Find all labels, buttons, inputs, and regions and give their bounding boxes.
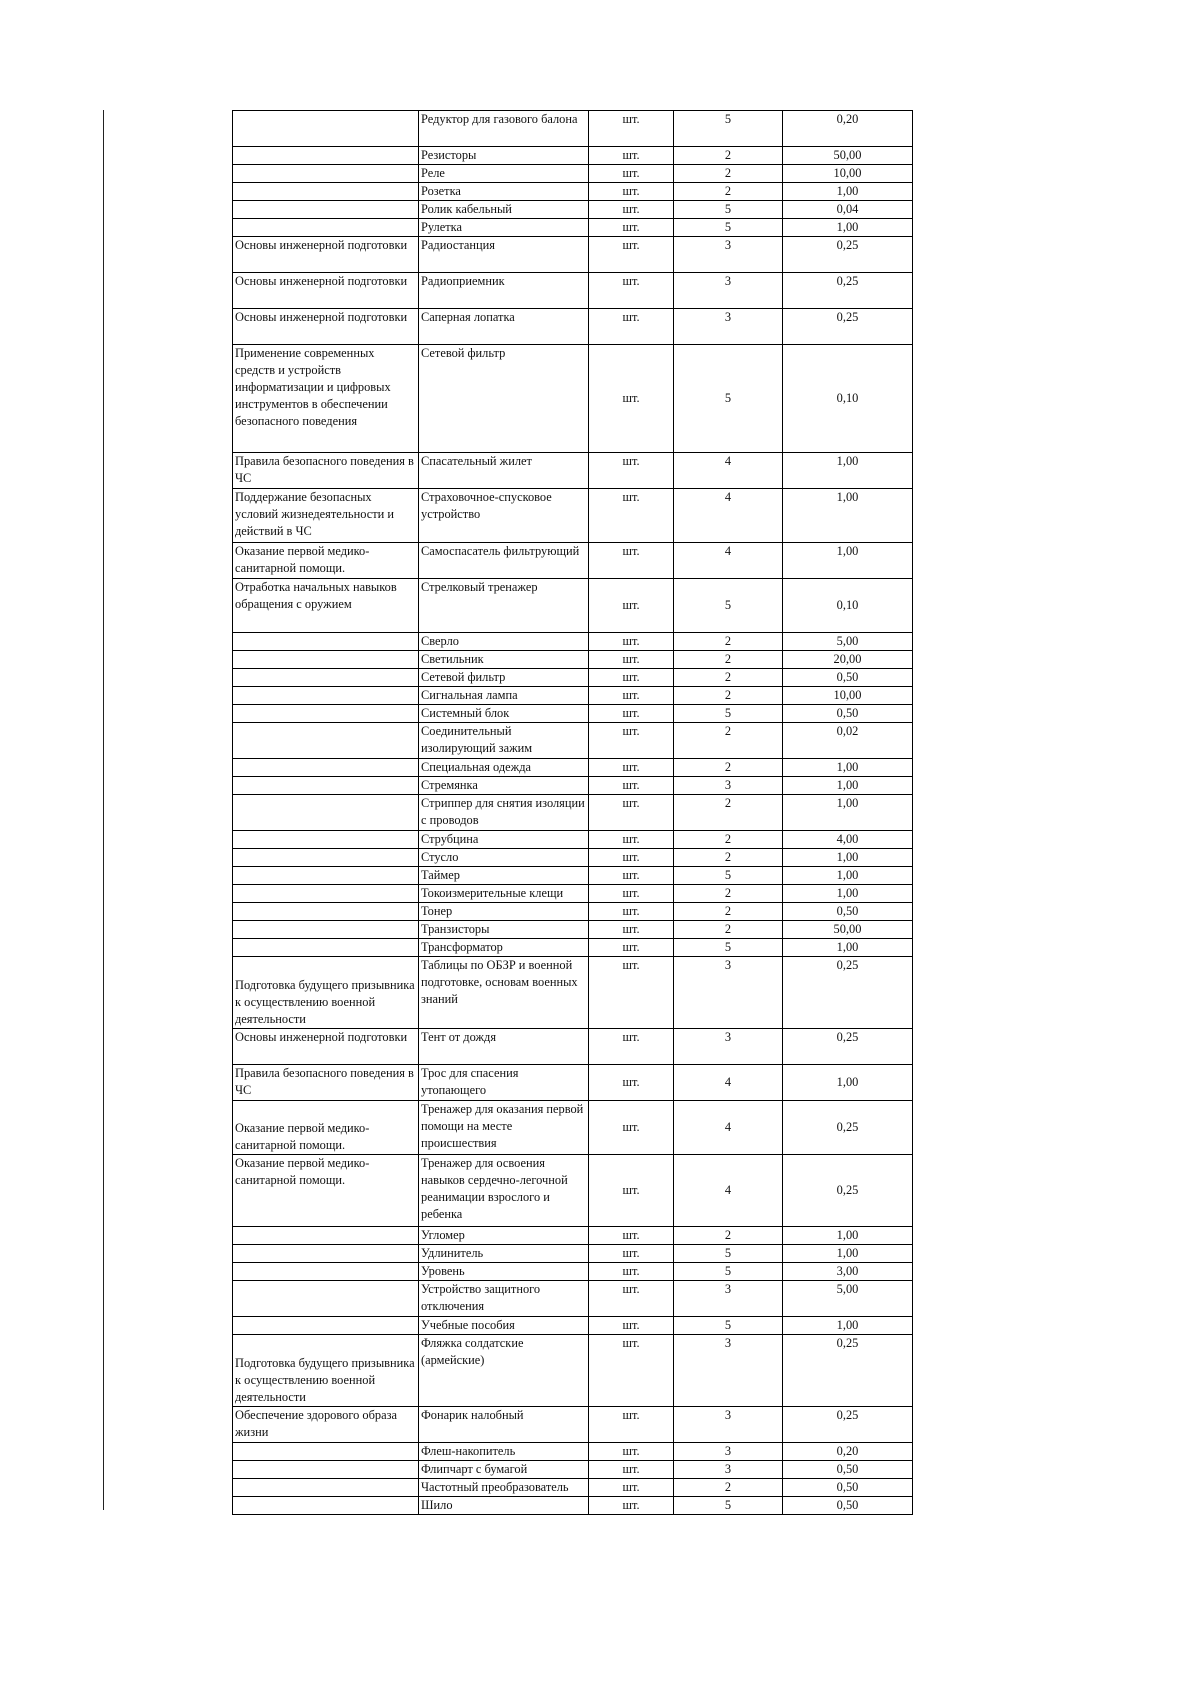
coef-cell: 0,20 [783, 111, 913, 147]
section-cell [233, 651, 419, 669]
unit-cell: шт. [589, 345, 674, 453]
unit-cell: шт. [589, 165, 674, 183]
table-row [233, 777, 913, 795]
unit-cell: шт. [589, 957, 674, 1029]
section-cell: Основы инженерной подготовки [233, 273, 419, 309]
qty-cell: 5 [674, 1263, 783, 1281]
section-cell [233, 219, 419, 237]
unit-cell: шт. [589, 111, 674, 147]
coef-cell: 1,00 [783, 867, 913, 885]
coef-cell: 1,00 [783, 849, 913, 867]
unit-cell: шт. [589, 723, 674, 759]
coef-cell: 1,00 [783, 759, 913, 777]
coef-cell: 10,00 [783, 165, 913, 183]
qty-cell: 3 [674, 1281, 783, 1317]
qty-cell: 5 [674, 345, 783, 453]
qty-cell: 5 [674, 705, 783, 723]
table-row [233, 723, 913, 759]
coef-cell: 0,50 [783, 1461, 913, 1479]
section-cell: Основы инженерной подготовки [233, 237, 419, 273]
item-cell: Шило [419, 1497, 589, 1515]
unit-cell: шт. [589, 1263, 674, 1281]
table-row [233, 903, 913, 921]
section-cell: Оказание первой медико-санитарной помощи. [233, 543, 419, 579]
table-row [233, 885, 913, 903]
section-cell: Обеспечение здорового образа жизни [233, 1407, 419, 1443]
qty-cell: 3 [674, 237, 783, 273]
section-cell [233, 885, 419, 903]
coef-cell: 1,00 [783, 939, 913, 957]
section-cell [233, 1443, 419, 1461]
qty-cell: 2 [674, 759, 783, 777]
item-cell: Саперная лопатка [419, 309, 589, 345]
coef-cell: 0,02 [783, 723, 913, 759]
table-row [233, 831, 913, 849]
table-row [233, 651, 913, 669]
table-row [233, 1407, 913, 1443]
unit-cell: шт. [589, 273, 674, 309]
table-row [233, 309, 913, 345]
item-cell: Реле [419, 165, 589, 183]
coef-cell: 3,00 [783, 1263, 913, 1281]
coef-cell: 1,00 [783, 1227, 913, 1245]
unit-cell: шт. [589, 219, 674, 237]
coef-cell: 0,25 [783, 1335, 913, 1407]
qty-cell: 5 [674, 939, 783, 957]
unit-cell: шт. [589, 1335, 674, 1407]
item-cell: Транзисторы [419, 921, 589, 939]
table-row [233, 1245, 913, 1263]
table-row [233, 219, 913, 237]
unit-cell: шт. [589, 309, 674, 345]
section-cell [233, 1461, 419, 1479]
item-cell: Стремянка [419, 777, 589, 795]
table-row [233, 579, 913, 633]
coef-cell: 1,00 [783, 489, 913, 543]
table-row [233, 543, 913, 579]
unit-cell: шт. [589, 543, 674, 579]
table-row [233, 939, 913, 957]
item-cell: Трансформатор [419, 939, 589, 957]
qty-cell: 3 [674, 1029, 783, 1065]
coef-cell: 4,00 [783, 831, 913, 849]
coef-cell: 0,25 [783, 237, 913, 273]
section-cell: Поддержание безопасных условий жизнедеятельности и действий в ЧС [233, 489, 419, 543]
qty-cell: 5 [674, 219, 783, 237]
unit-cell: шт. [589, 849, 674, 867]
item-cell: Токоизмерительные клещи [419, 885, 589, 903]
section-cell [233, 669, 419, 687]
item-cell: Стрелковый тренажер [419, 579, 589, 633]
section-cell: Подготовка будущего призывника к осуществлению военной деятельности [233, 957, 419, 1029]
item-cell: Сетевой фильтр [419, 669, 589, 687]
coef-cell: 10,00 [783, 687, 913, 705]
table-row [233, 345, 913, 453]
item-cell: Уровень [419, 1263, 589, 1281]
qty-cell: 2 [674, 669, 783, 687]
equipment-table-body [233, 111, 913, 1515]
unit-cell: шт. [589, 147, 674, 165]
coef-cell: 0,50 [783, 669, 913, 687]
section-cell [233, 165, 419, 183]
qty-cell: 2 [674, 723, 783, 759]
coef-cell: 0,50 [783, 903, 913, 921]
coef-cell: 5,00 [783, 633, 913, 651]
unit-cell: шт. [589, 867, 674, 885]
coef-cell: 0,25 [783, 273, 913, 309]
unit-cell: шт. [589, 1443, 674, 1461]
section-cell [233, 759, 419, 777]
table-row [233, 1443, 913, 1461]
item-cell: Фонарик налобный [419, 1407, 589, 1443]
coef-cell: 0,25 [783, 1155, 913, 1227]
table-row [233, 1065, 913, 1101]
table-row [233, 759, 913, 777]
item-cell: Стриппер для снятия изоляции с проводов [419, 795, 589, 831]
unit-cell: шт. [589, 1461, 674, 1479]
section-cell [233, 939, 419, 957]
section-cell [233, 777, 419, 795]
item-cell: Устройство защитного отключения [419, 1281, 589, 1317]
section-cell [233, 795, 419, 831]
coef-cell: 20,00 [783, 651, 913, 669]
qty-cell: 2 [674, 1479, 783, 1497]
coef-cell: 0,25 [783, 1029, 913, 1065]
qty-cell: 4 [674, 1101, 783, 1155]
item-cell: Стусло [419, 849, 589, 867]
unit-cell: шт. [589, 1245, 674, 1263]
coef-cell: 0,25 [783, 309, 913, 345]
table-row [233, 165, 913, 183]
qty-cell: 2 [674, 795, 783, 831]
unit-cell: шт. [589, 183, 674, 201]
item-cell: Ролик кабельный [419, 201, 589, 219]
item-cell: Тренажер для освоения навыков сердечно-легочной реанимации взрослого и ребенка [419, 1155, 589, 1227]
item-cell: Специальная одежда [419, 759, 589, 777]
section-cell [233, 867, 419, 885]
table-row [233, 453, 913, 489]
qty-cell: 5 [674, 201, 783, 219]
qty-cell: 2 [674, 633, 783, 651]
table-row [233, 633, 913, 651]
item-cell: Флипчарт с бумагой [419, 1461, 589, 1479]
item-cell: Частотный преобразователь [419, 1479, 589, 1497]
table-row [233, 1227, 913, 1245]
unit-cell: шт. [589, 903, 674, 921]
qty-cell: 5 [674, 867, 783, 885]
unit-cell: шт. [589, 453, 674, 489]
qty-cell: 2 [674, 885, 783, 903]
coef-cell: 0,04 [783, 201, 913, 219]
unit-cell: шт. [589, 1479, 674, 1497]
coef-cell: 50,00 [783, 147, 913, 165]
coef-cell: 1,00 [783, 795, 913, 831]
item-cell: Сигнальная лампа [419, 687, 589, 705]
section-cell: Правила безопасного поведения в ЧС [233, 453, 419, 489]
item-cell: Радиостанция [419, 237, 589, 273]
section-cell [233, 921, 419, 939]
qty-cell: 4 [674, 453, 783, 489]
unit-cell: шт. [589, 1407, 674, 1443]
table-row [233, 201, 913, 219]
section-cell: Подготовка будущего призывника к осуществлению военной деятельности [233, 1335, 419, 1407]
qty-cell: 3 [674, 273, 783, 309]
table-row [233, 669, 913, 687]
coef-cell: 1,00 [783, 183, 913, 201]
unit-cell: шт. [589, 489, 674, 543]
unit-cell: шт. [589, 1155, 674, 1227]
table-row [233, 921, 913, 939]
section-cell [233, 111, 419, 147]
coef-cell: 0,10 [783, 579, 913, 633]
table-row [233, 1263, 913, 1281]
unit-cell: шт. [589, 1281, 674, 1317]
item-cell: Флеш-накопитель [419, 1443, 589, 1461]
coef-cell: 0,25 [783, 957, 913, 1029]
qty-cell: 4 [674, 1065, 783, 1101]
unit-cell: шт. [589, 1065, 674, 1101]
qty-cell: 2 [674, 687, 783, 705]
unit-cell: шт. [589, 1101, 674, 1155]
table-row [233, 147, 913, 165]
unit-cell: шт. [589, 777, 674, 795]
item-cell: Угломер [419, 1227, 589, 1245]
unit-cell: шт. [589, 795, 674, 831]
coef-cell: 1,00 [783, 219, 913, 237]
section-cell [233, 903, 419, 921]
section-cell [233, 1245, 419, 1263]
qty-cell: 2 [674, 165, 783, 183]
coef-cell: 50,00 [783, 921, 913, 939]
table-row [233, 1461, 913, 1479]
qty-cell: 5 [674, 1497, 783, 1515]
section-cell [233, 1317, 419, 1335]
item-cell: Редуктор для газового балона [419, 111, 589, 147]
unit-cell: шт. [589, 687, 674, 705]
unit-cell: шт. [589, 705, 674, 723]
section-cell [233, 1497, 419, 1515]
qty-cell: 2 [674, 651, 783, 669]
section-cell [233, 723, 419, 759]
qty-cell: 4 [674, 489, 783, 543]
item-cell: Фляжка солдатские (армейские) [419, 1335, 589, 1407]
coef-cell: 1,00 [783, 885, 913, 903]
item-cell: Системный блок [419, 705, 589, 723]
section-cell [233, 1263, 419, 1281]
qty-cell: 3 [674, 777, 783, 795]
item-cell: Трос для спасения утопающего [419, 1065, 589, 1101]
item-cell: Резисторы [419, 147, 589, 165]
item-cell: Рулетка [419, 219, 589, 237]
left-margin-rule [103, 110, 104, 1510]
qty-cell: 2 [674, 921, 783, 939]
unit-cell: шт. [589, 1317, 674, 1335]
section-cell [233, 687, 419, 705]
item-cell: Тент от дождя [419, 1029, 589, 1065]
qty-cell: 4 [674, 543, 783, 579]
table-row [233, 1479, 913, 1497]
table-row [233, 867, 913, 885]
item-cell: Учебные пособия [419, 1317, 589, 1335]
section-cell: Применение современных средств и устройств информатизации и цифровых инструментов в обеспечении безопасного поведения [233, 345, 419, 453]
section-cell: Правила безопасного поведения в ЧС [233, 1065, 419, 1101]
coef-cell: 1,00 [783, 1065, 913, 1101]
table-row [233, 273, 913, 309]
table-row [233, 1497, 913, 1515]
coef-cell: 0,50 [783, 1497, 913, 1515]
section-cell: Основы инженерной подготовки [233, 309, 419, 345]
unit-cell: шт. [589, 579, 674, 633]
item-cell: Струбцина [419, 831, 589, 849]
table-row [233, 957, 913, 1029]
qty-cell: 2 [674, 1227, 783, 1245]
qty-cell: 4 [674, 1155, 783, 1227]
item-cell: Тонер [419, 903, 589, 921]
table-row [233, 1029, 913, 1065]
coef-cell: 0,50 [783, 1479, 913, 1497]
qty-cell: 2 [674, 831, 783, 849]
qty-cell: 3 [674, 1407, 783, 1443]
unit-cell: шт. [589, 1029, 674, 1065]
table-row [233, 849, 913, 867]
table-row [233, 1101, 913, 1155]
qty-cell: 5 [674, 1317, 783, 1335]
item-cell: Удлинитель [419, 1245, 589, 1263]
coef-cell: 0,25 [783, 1101, 913, 1155]
table-row [233, 1281, 913, 1317]
qty-cell: 2 [674, 147, 783, 165]
qty-cell: 3 [674, 1443, 783, 1461]
table-row [233, 795, 913, 831]
unit-cell: шт. [589, 669, 674, 687]
coef-cell: 1,00 [783, 777, 913, 795]
qty-cell: 5 [674, 111, 783, 147]
table-row [233, 705, 913, 723]
table-row [233, 1335, 913, 1407]
qty-cell: 3 [674, 1335, 783, 1407]
qty-cell: 3 [674, 957, 783, 1029]
item-cell: Сверло [419, 633, 589, 651]
coef-cell: 1,00 [783, 1317, 913, 1335]
unit-cell: шт. [589, 1227, 674, 1245]
unit-cell: шт. [589, 939, 674, 957]
equipment-table [232, 110, 913, 1515]
section-cell: Оказание первой медико-санитарной помощи. [233, 1155, 419, 1227]
item-cell: Радиоприемник [419, 273, 589, 309]
unit-cell: шт. [589, 651, 674, 669]
unit-cell: шт. [589, 201, 674, 219]
item-cell: Таблицы по ОБЗР и военной подготовке, основам военных знаний [419, 957, 589, 1029]
table-row [233, 183, 913, 201]
item-cell: Страховочное-спусковое устройство [419, 489, 589, 543]
qty-cell: 2 [674, 849, 783, 867]
qty-cell: 2 [674, 903, 783, 921]
qty-cell: 3 [674, 1461, 783, 1479]
section-cell [233, 201, 419, 219]
item-cell: Соединительный изолирующий зажим [419, 723, 589, 759]
item-cell: Спасательный жилет [419, 453, 589, 489]
unit-cell: шт. [589, 885, 674, 903]
section-cell: Основы инженерной подготовки [233, 1029, 419, 1065]
section-cell [233, 633, 419, 651]
unit-cell: шт. [589, 831, 674, 849]
coef-cell: 0,25 [783, 1407, 913, 1443]
section-cell [233, 831, 419, 849]
item-cell: Сетевой фильтр [419, 345, 589, 453]
table-row [233, 489, 913, 543]
unit-cell: шт. [589, 921, 674, 939]
section-cell [233, 1281, 419, 1317]
section-cell [233, 1227, 419, 1245]
table-row [233, 237, 913, 273]
coef-cell: 0,10 [783, 345, 913, 453]
section-cell [233, 183, 419, 201]
qty-cell: 3 [674, 309, 783, 345]
item-cell: Самоспасатель фильтрующий [419, 543, 589, 579]
table-row [233, 1317, 913, 1335]
coef-cell: 1,00 [783, 1245, 913, 1263]
section-cell [233, 849, 419, 867]
item-cell: Тренажер для оказания первой помощи на месте происшествия [419, 1101, 589, 1155]
item-cell: Светильник [419, 651, 589, 669]
qty-cell: 2 [674, 183, 783, 201]
section-cell [233, 705, 419, 723]
coef-cell: 1,00 [783, 453, 913, 489]
qty-cell: 5 [674, 1245, 783, 1263]
unit-cell: шт. [589, 633, 674, 651]
qty-cell: 5 [674, 579, 783, 633]
table-row [233, 687, 913, 705]
unit-cell: шт. [589, 1497, 674, 1515]
unit-cell: шт. [589, 237, 674, 273]
coef-cell: 0,20 [783, 1443, 913, 1461]
unit-cell: шт. [589, 759, 674, 777]
section-cell [233, 1479, 419, 1497]
section-cell: Оказание первой медико-санитарной помощи. [233, 1101, 419, 1155]
coef-cell: 1,00 [783, 543, 913, 579]
coef-cell: 0,50 [783, 705, 913, 723]
item-cell: Таймер [419, 867, 589, 885]
coef-cell: 5,00 [783, 1281, 913, 1317]
item-cell: Розетка [419, 183, 589, 201]
section-cell [233, 147, 419, 165]
table-row [233, 1155, 913, 1227]
table-row [233, 111, 913, 147]
section-cell: Отработка начальных навыков обращения с оружием [233, 579, 419, 633]
